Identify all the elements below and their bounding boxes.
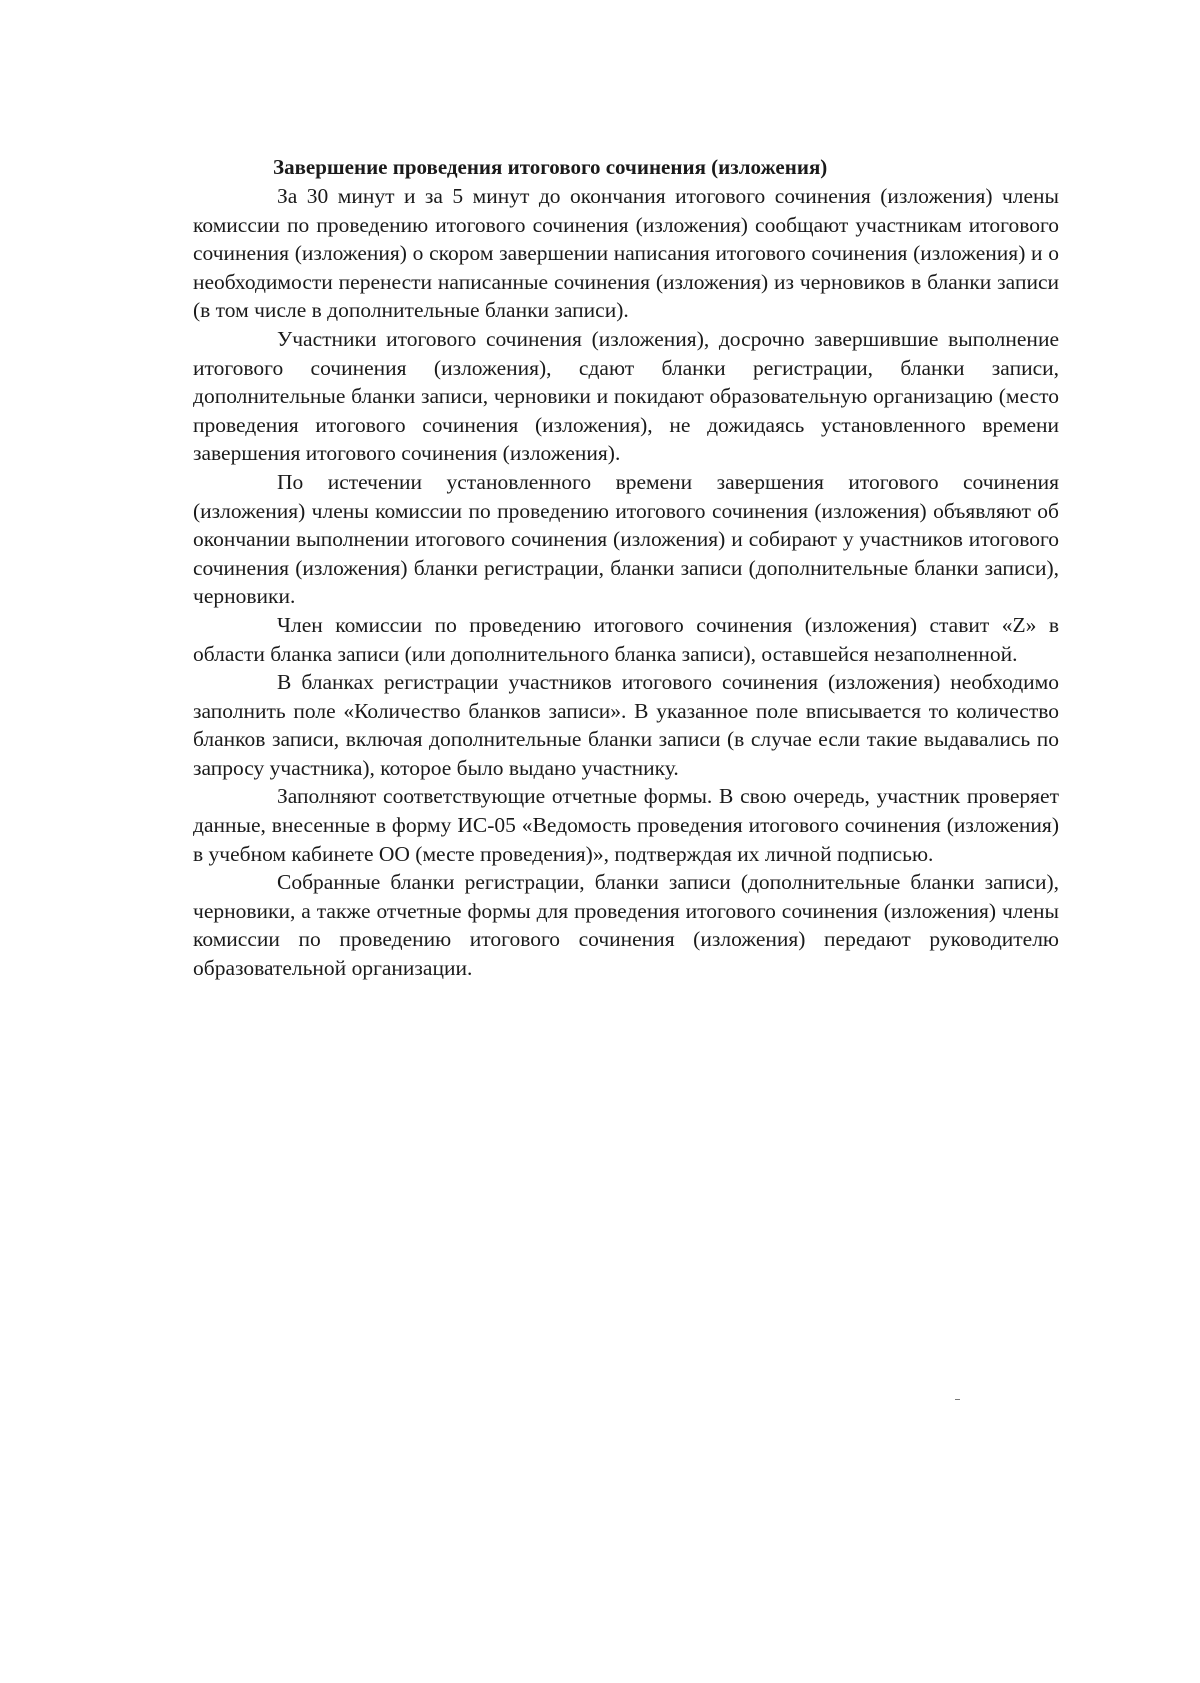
paragraph-report-forms: Заполняют соответствующие отчетные формы. В свою очередь, участник проверяет данные, внесенные в форму ИС-05 «Ведомость проведения итогового сочинения (изложения) в учебном кабинете ОО (месте проведения)», подтверждая их личной подписью. xyxy=(193,784,1059,866)
paragraph-time-expired: По истечении установленного времени завершения итогового сочинения (изложения) члены комиссии по проведению итогового сочинения (изложения) объявляют об окончании выполнении итогового сочинения (изложения) и собирают у участников итогового сочинения (изложения) бланки регистрации, бланки записи (дополнительные бланки записи), черновики. xyxy=(193,469,1059,609)
document-title: Завершение проведения итогового сочинения (изложения) xyxy=(273,155,828,179)
paragraph-handover: Собранные бланки регистрации, бланки записи (дополнительные бланки записи), черновики, а также отчетные формы для проведения итогового сочинения (изложения) члены комиссии по проведению итогового сочинения (изложения) передают руководителю образовательной организации. xyxy=(193,870,1059,981)
paragraph-early-finish: Участники итогового сочинения (изложения), досрочно завершившие выполнение итогового сочинения (изложения), сдают бланки регистрации, бланки записи, дополнительные бланки записи, черновики и покидают образовательную организацию (место проведения итогового сочинения (изложения), не дожидаясь установленного времени завершения итогового сочинения (изложения). xyxy=(193,326,1059,466)
paragraph-z-mark: Член комиссии по проведению итогового сочинения (изложения) ставит «Z» в области бланка записи (или дополнительного бланка записи), оставшейся незаполненной. xyxy=(193,612,1059,666)
paragraph-warning-time: За 30 минут и за 5 минут до окончания итогового сочинения (изложения) члены комиссии по проведению итогового сочинения (изложения) сообщают участникам итогового сочинения (изложения) о скором завершении написания итогового сочинения (изложения) и о необходимости перенести написанные сочинения (изложения) из черновиков в бланки записи (в том числе в дополнительные бланки записи). xyxy=(193,184,1059,323)
scan-speck xyxy=(955,1399,960,1400)
paragraph-sheet-count: В бланках регистрации участников итогового сочинения (изложения) необходимо заполнить поле «Количество бланков записи». В указанное поле вписывается то количество бланков записи, включая дополнительные бланки записи (в случае если такие выдавались по запросу участника), которое было выдано участнику. xyxy=(193,670,1059,780)
document-body xyxy=(193,153,1059,983)
